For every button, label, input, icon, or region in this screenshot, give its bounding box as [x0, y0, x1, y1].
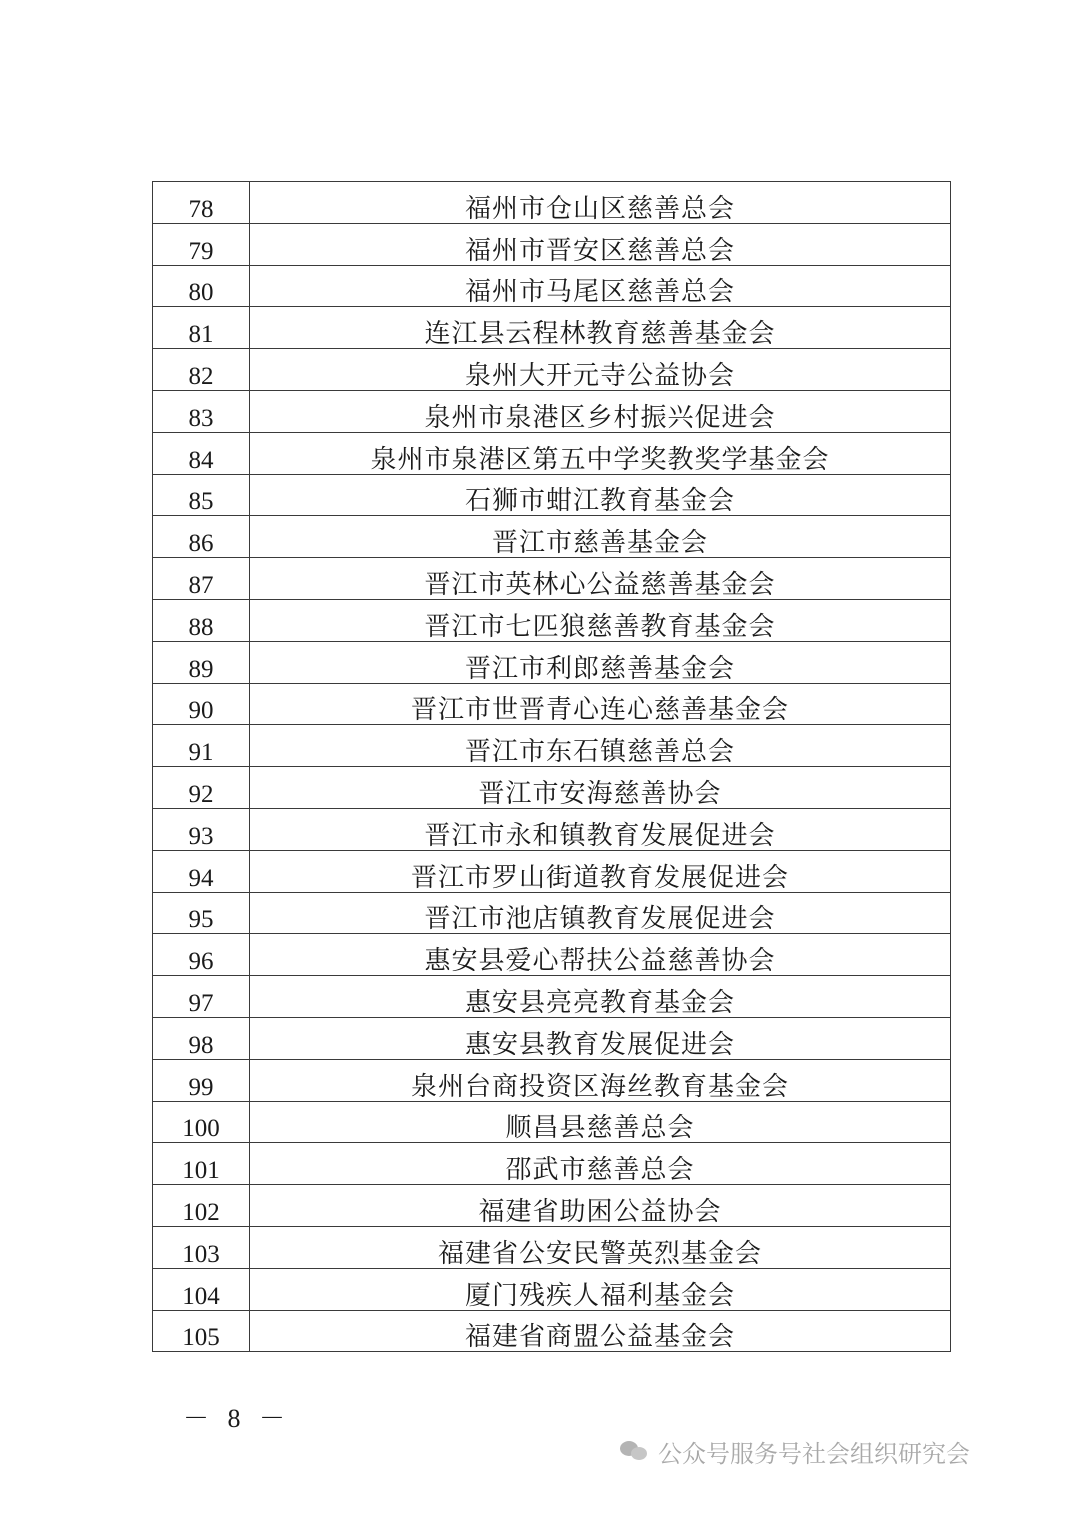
table-row	[153, 808, 951, 850]
row-number: 83	[153, 390, 250, 432]
row-number: 102	[153, 1185, 250, 1227]
row-number: 90	[153, 683, 250, 725]
row-number: 88	[153, 599, 250, 641]
organization-name: 晋江市罗山街道教育发展促进会	[250, 850, 951, 892]
organization-name: 惠安县亮亮教育基金会	[250, 976, 951, 1018]
organization-name: 泉州市泉港区乡村振兴促进会	[250, 390, 951, 432]
row-number: 105	[153, 1310, 250, 1352]
row-number: 82	[153, 349, 250, 391]
row-number: 96	[153, 934, 250, 976]
organization-name: 福州市晋安区慈善总会	[250, 223, 951, 265]
table-row	[153, 349, 951, 391]
organization-name: 晋江市安海慈善协会	[250, 767, 951, 809]
organization-name: 晋江市英林心公益慈善基金会	[250, 558, 951, 600]
table-row	[153, 516, 951, 558]
row-number: 98	[153, 1017, 250, 1059]
table-row	[153, 1017, 951, 1059]
row-number: 87	[153, 558, 250, 600]
table-row	[153, 558, 951, 600]
watermark-text: 公众号服务号社会组织研究会	[658, 1439, 970, 1468]
organization-name: 晋江市池店镇教育发展促进会	[250, 892, 951, 934]
table-row	[153, 1143, 951, 1185]
row-number: 80	[153, 265, 250, 307]
table-row	[153, 390, 951, 432]
organization-name: 福建省商盟公益基金会	[250, 1310, 951, 1352]
organization-name: 晋江市七匹狼慈善教育基金会	[250, 599, 951, 641]
row-number: 104	[153, 1268, 250, 1310]
row-number: 78	[153, 182, 250, 224]
organization-name: 福建省助困公益协会	[250, 1185, 951, 1227]
organization-list-table	[152, 181, 951, 1352]
organization-name: 邵武市慈善总会	[250, 1143, 951, 1185]
row-number: 81	[153, 307, 250, 349]
organization-name: 连江县云程林教育慈善基金会	[250, 307, 951, 349]
organization-name: 厦门残疾人福利基金会	[250, 1268, 951, 1310]
table-row	[153, 432, 951, 474]
organization-name: 晋江市世晋青心连心慈善基金会	[250, 683, 951, 725]
organization-name: 石狮市蚶江教育基金会	[250, 474, 951, 516]
organization-name: 惠安县爱心帮扶公益慈善协会	[250, 934, 951, 976]
row-number: 99	[153, 1059, 250, 1101]
row-number: 91	[153, 725, 250, 767]
row-number: 95	[153, 892, 250, 934]
table-row	[153, 641, 951, 683]
organization-name: 泉州大开元寺公益协会	[250, 349, 951, 391]
organization-name: 泉州台商投资区海丝教育基金会	[250, 1059, 951, 1101]
row-number: 101	[153, 1143, 250, 1185]
table-row	[153, 976, 951, 1018]
organization-name: 晋江市利郎慈善基金会	[250, 641, 951, 683]
table-row	[153, 1226, 951, 1268]
table-row	[153, 265, 951, 307]
table-row	[153, 599, 951, 641]
row-number: 85	[153, 474, 250, 516]
table-row	[153, 850, 951, 892]
organization-name: 福建省公安民警英烈基金会	[250, 1226, 951, 1268]
table-row	[153, 725, 951, 767]
page-number: － 8 －	[183, 1404, 292, 1433]
table-body	[153, 182, 951, 1352]
organization-name: 晋江市东石镇慈善总会	[250, 725, 951, 767]
wechat-icon	[620, 1439, 648, 1463]
table-row	[153, 934, 951, 976]
row-number: 94	[153, 850, 250, 892]
watermark	[620, 1434, 970, 1468]
table-row	[153, 474, 951, 516]
table-row	[153, 307, 951, 349]
table-row	[153, 1185, 951, 1227]
organization-name: 晋江市慈善基金会	[250, 516, 951, 558]
row-number: 93	[153, 808, 250, 850]
row-number: 86	[153, 516, 250, 558]
row-number: 103	[153, 1226, 250, 1268]
organization-name: 惠安县教育发展促进会	[250, 1017, 951, 1059]
table-row	[153, 1059, 951, 1101]
table-row	[153, 892, 951, 934]
row-number: 92	[153, 767, 250, 809]
organization-name: 福州市马尾区慈善总会	[250, 265, 951, 307]
organization-name: 顺昌县慈善总会	[250, 1101, 951, 1143]
organization-name: 晋江市永和镇教育发展促进会	[250, 808, 951, 850]
row-number: 89	[153, 641, 250, 683]
table-row	[153, 767, 951, 809]
table-row	[153, 1310, 951, 1352]
table-row	[153, 1101, 951, 1143]
row-number: 97	[153, 976, 250, 1018]
table-row	[153, 1268, 951, 1310]
row-number: 79	[153, 223, 250, 265]
organization-name: 泉州市泉港区第五中学奖教奖学基金会	[250, 432, 951, 474]
table-row	[153, 182, 951, 224]
row-number: 84	[153, 432, 250, 474]
table-row	[153, 683, 951, 725]
table-row	[153, 223, 951, 265]
organization-name: 福州市仓山区慈善总会	[250, 182, 951, 224]
row-number: 100	[153, 1101, 250, 1143]
